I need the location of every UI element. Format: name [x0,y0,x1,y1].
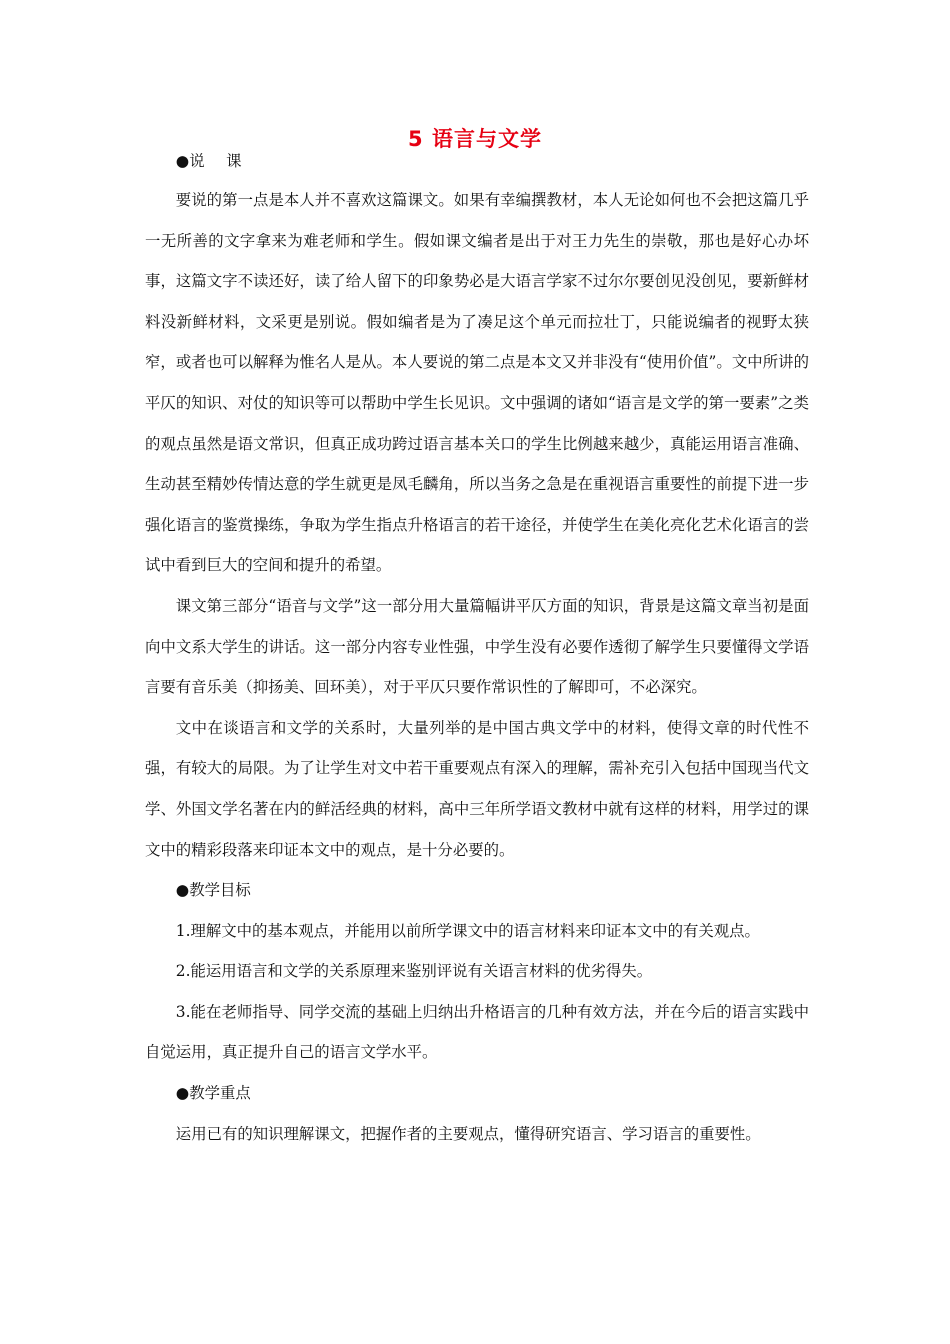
section-heading-text: 说课 [189,152,264,170]
bullet-icon: ● [175,1084,190,1103]
page-title: 5 语言与文学 [408,127,542,151]
paragraph: 课文第三部分“语音与文学”这一部分用大量篇幅讲平仄方面的知识，背景是这篇文章当初是面向中文系大学生的讲话。这一部分内容专业性强，中学生没有必要作透彻了解学生只要懂得文学语言要有音乐美（抑扬美、回环美），对于平仄只要作常识性的了解即可，不必深究。 [145,596,809,697]
paragraph: 运用已有的知识理解课文，把握作者的主要观点，懂得研究语言、学习语言的重要性。 [175,1124,761,1143]
section-heading-shuoke [145,148,809,174]
section-heading-text: 教学重点 [189,1084,251,1103]
section-heading-goals [145,870,809,911]
goal-item: 2.能运用语言和文学的关系原理来鉴别评说有关语言材料的优劣得失。 [175,962,653,981]
bullet-icon: ● [175,152,190,170]
goal-item: 1.理解文中的基本观点，并能用以前所学课文中的语言材料来印证本文中的有关观点。 [175,921,760,940]
document-body [145,148,809,1154]
goal-item: 3.能在老师指导、同学交流的基础上归纳出升格语言的几种有效方法，并在今后的语言实践中自觉运用，真正提升自己的语言文学水平。 [145,1002,809,1062]
paragraph: 要说的第一点是本人并不喜欢这篇课文。如果有幸编撰教材，本人无论如何也不会把这篇几乎一无所善的文字拿来为难老师和学生。假如课文编者是出于对王力先生的崇敬，那也是好心办坏事，这篇文字不读还好，读了给人留下的印象势必是大语言学家不过尔尔要创见没创见，要新鲜材料没新鲜材料，文采更是别说。假如编者是为了凑足这个单元而拉壮丁，只能说编者的视野太狭窄，或者也可以解释为惟名人是从。本人要说的第二点是本文又并非没有“使用价值”。文中所讲的平仄的知识、对仗的知识等可以帮助中学生长见识。文中强调的诸如“语言是文学的第一要素”之类的观点虽然是语文常识，但真正成功跨过语言基本关口的学生比例越来越少，真能运用语言准确、生动甚至精妙传情达意的学生就更是凤毛麟角，所以当务之急是在重视语言重要性的前提下进一步强化语言的鉴赏操练，争取为学生指点升格语言的若干途径，并使学生在美化亮化艺术化语言的尝试中看到巨大的空间和提升的希望。 [145,191,809,575]
section-heading-key-points [145,1073,809,1114]
section-heading-text: 教学目标 [189,881,251,900]
paragraph: 文中在谈语言和文学的关系时，大量列举的是中国古典文学中的材料，使得文章的时代性不强，有较大的局限。为了让学生对文中若干重要观点有深入的理解，需补充引入包括中国现当代文学、外国文学名著在内的鲜活经典的材料，高中三年所学语文教材中就有这样的材料，用学过的课文中的精彩段落来印证本文中的观点，是十分必要的。 [145,718,809,859]
bullet-icon: ● [175,881,190,900]
